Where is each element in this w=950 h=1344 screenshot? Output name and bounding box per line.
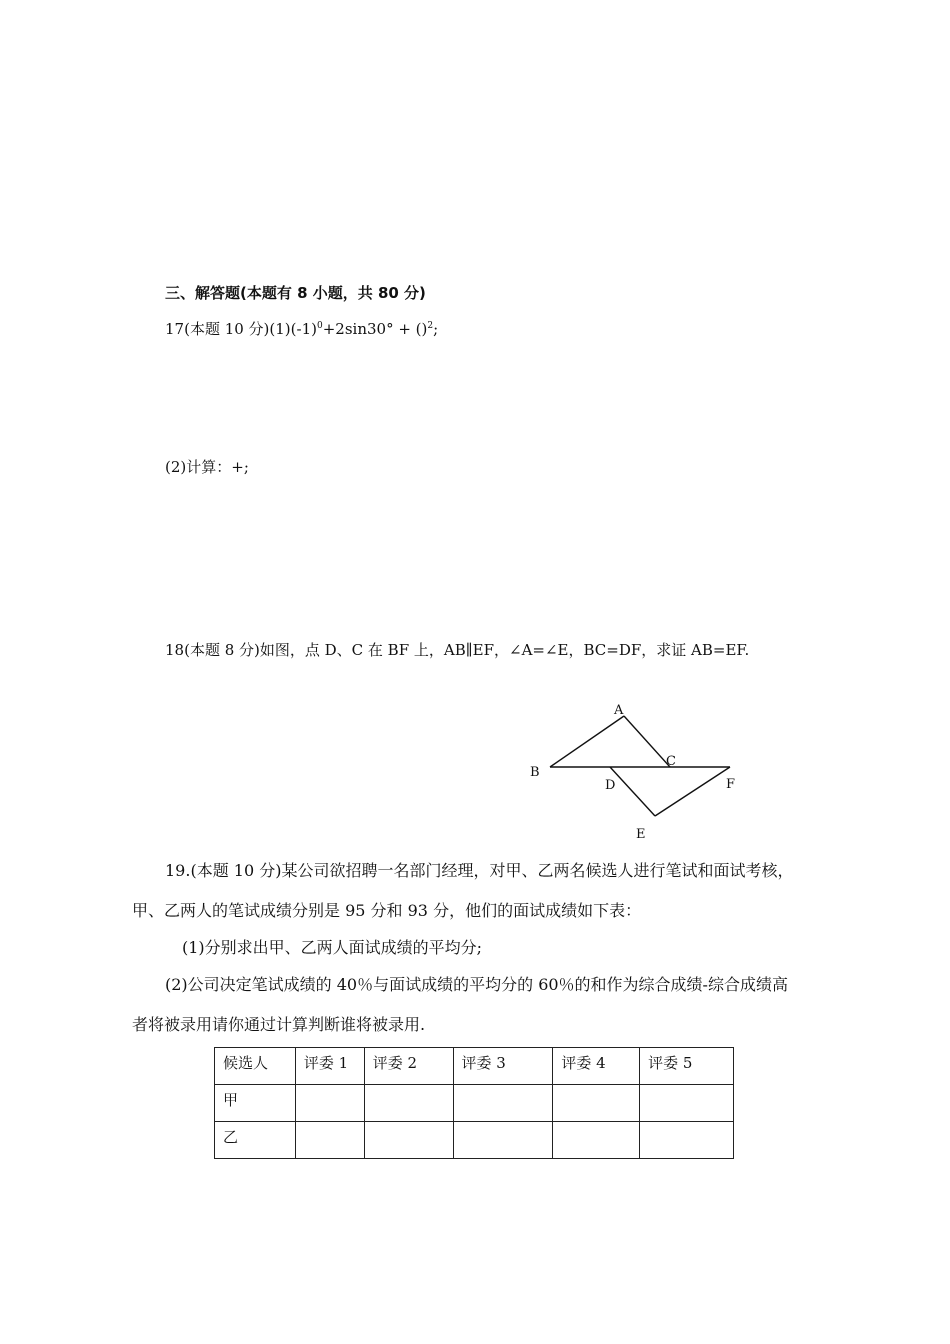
table-row — [215, 1122, 734, 1159]
segment-de — [610, 767, 655, 816]
table-cell — [453, 1122, 553, 1159]
table-cell — [295, 1122, 364, 1159]
label-d: D — [605, 778, 616, 793]
score-table — [214, 1047, 734, 1159]
segment-ab — [550, 716, 624, 767]
q17-part1-suffix: ; — [433, 320, 439, 338]
question-19-line-4: (2)公司决定笔试成绩的 40％与面试成绩的平均分的 60％的和作为综合成绩-综合成绩高 — [165, 975, 788, 994]
table-row — [215, 1085, 734, 1122]
geometry-figure — [520, 695, 760, 845]
q17-exponent-two: 2 — [427, 321, 434, 331]
table-cell — [553, 1085, 640, 1122]
q17-part1-mid: +2sin30° + () — [322, 320, 428, 338]
question-19-line-1: 19.(本题 10 分)某公司欲招聘一名部门经理，对甲、乙两名候选人进行笔试和面试考核， — [165, 861, 794, 880]
table-cell — [295, 1085, 364, 1122]
question-19-line-5: 者将被录用请你通过计算判断谁将被录用. — [132, 1015, 426, 1034]
label-b: B — [530, 765, 540, 780]
table-cell — [364, 1122, 453, 1159]
table-cell — [364, 1085, 453, 1122]
label-e: E — [636, 827, 646, 842]
q17-part1-prefix: 17(本题 10 分)(1)(-1) — [165, 320, 317, 338]
table-header-row — [215, 1048, 734, 1085]
section-title: 三、解答题(本题有 8 小题，共 80 分) — [165, 284, 426, 302]
header-cell: 评委 3 — [453, 1048, 553, 1085]
header-cell: 评委 4 — [553, 1048, 640, 1085]
question-19-line-2: 甲、乙两人的笔试成绩分别是 95 分和 93 分，他们的面试成绩如下表： — [132, 901, 642, 920]
label-a: A — [614, 703, 624, 718]
table-cell — [553, 1122, 640, 1159]
segment-ef — [655, 767, 730, 816]
table-cell: 甲 — [215, 1085, 296, 1122]
table-cell: 乙 — [215, 1122, 296, 1159]
header-cell: 候选人 — [215, 1048, 296, 1085]
question-19-line-3: (1)分别求出甲、乙两人面试成绩的平均分; — [182, 938, 483, 957]
label-f: F — [726, 777, 736, 792]
label-c: C — [666, 754, 676, 769]
header-cell: 评委 2 — [364, 1048, 453, 1085]
header-cell: 评委 5 — [640, 1048, 734, 1085]
table-cell — [453, 1085, 553, 1122]
question-17-part-1 — [165, 319, 438, 339]
header-cell: 评委 1 — [295, 1048, 364, 1085]
q17-exponent-zero: 0 — [316, 321, 323, 331]
table-cell — [640, 1122, 734, 1159]
table-cell — [640, 1085, 734, 1122]
question-18-text: 18(本题 8 分)如图，点 D、C 在 BF 上，AB∥EF，∠A=∠E，BC=DF，求证 AB=EF. — [165, 641, 750, 659]
question-17-part-2: (2)计算：+; — [165, 458, 249, 476]
segment-ac — [624, 716, 670, 767]
